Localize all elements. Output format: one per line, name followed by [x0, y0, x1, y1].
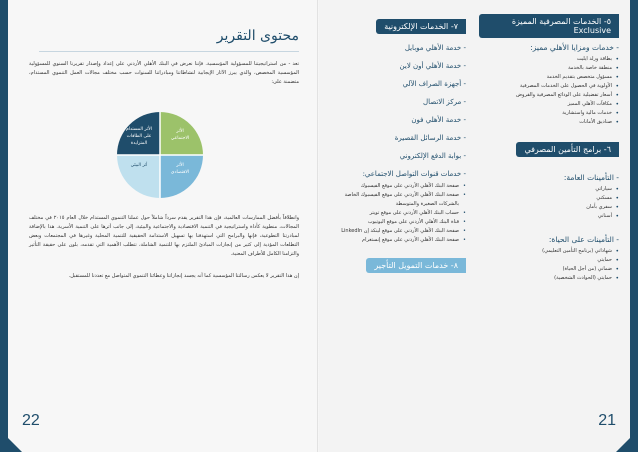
life-insurance-title: - التأمينات على الحياة: [548, 235, 619, 244]
page-title: محتوى التقرير [216, 28, 299, 44]
list-item: • صناديق الأمانات [479, 118, 619, 127]
list-item: • حمايتي (الحوادث الشخصية) [479, 274, 619, 283]
service-item: - خدمة الأهلي أون لاين [399, 62, 466, 70]
exclusive-banking-heading: ٥- الخدمات المصرفية المميزة Exclusive [479, 14, 619, 38]
electronic-services-heading: ٧- الخدمات الإلكترونية [376, 19, 466, 34]
closing-paragraph: إن هذا التقرير لا يعكس رسالتنا المؤسسية كما أنه يجسد إنجازاتنا وعطائنا التنموي المتواصل مع تعددنا للمستقبل. [68, 273, 299, 279]
list-item: • صفحة البنك الأهلي الأردني على موقع الفيسبوك [341, 182, 466, 191]
electronic-services-column [341, 14, 466, 273]
list-item: • حساب البنك الأهلي الأردني على موقع تويتر [341, 209, 466, 218]
exclusive-intro: - خدمات ومزايا الأهلي مميز: [530, 43, 619, 52]
page-number-right: 21 [598, 412, 616, 429]
list-item: • سياراتي [479, 185, 619, 194]
left-corner-accent [0, 430, 22, 452]
exclusive-benefits-list [479, 55, 619, 127]
list-item: • صفحة البنك الأهلي الأردني على موقع إنستغرام [341, 236, 466, 245]
quadrant-label-economic: الأثر الاقتصادي [170, 163, 190, 175]
life-insurance-list [479, 247, 619, 283]
list-item: • أسناني [479, 212, 619, 221]
list-item: • ضماني (من أجل الحياة) [479, 265, 619, 274]
quadrant-label-social: الأثر الاجتماعي [170, 129, 190, 141]
right-corner-accent [616, 430, 638, 452]
exclusive-banking-column [479, 14, 619, 283]
list-item: • صفحة البنك الأهلي الأردني على موقع الفيسبوك الخاصة بالشركات الصغيرة والمتوسطة [341, 191, 466, 209]
general-insurance-title: - التأمينات العامة: [563, 173, 619, 182]
right-edge-band [630, 0, 638, 452]
service-item: - بوابة الدفع الإلكتروني [399, 152, 466, 160]
list-item: • مسؤول متخصص بتقديم الخدمة [479, 73, 619, 82]
list-item: • شهاداتي (برنامج التأمين التعليمي) [479, 247, 619, 256]
list-item: • مكافآت الأهلي المميز [479, 100, 619, 109]
page-number-left: 22 [22, 412, 40, 429]
list-item: • سفري بأمان [479, 203, 619, 212]
body-paragraph: وانطلاقاً بأفضل الممارسات العالمية، فإن هذا التقرير يقدم سرداً شاملاً حول عملنا التنموي المستدام خلال العام ٢٠١٥ في مختلف المجالات، منطوية كأداة واستراتيجية في التنمية الاقتصادية والاجتماعية والبيئية، إلى جانب أثرها على التنمية الأسرية. هذا بالإضافة لمبادرتنا التطوعية، فإنها والبرامج التي استهدفنا بها تسهيل الاستدامة الحقيقية للتنمية المحلية وغيرها في المجتمعات وبعض التطلعات المؤدية إلى كثير من إنجازات المبادئ الملتزم بها للتنمية الشاملة، تتطلب الأهمية التي تقدمه، بلون على حقيقة التأثير والتزامنا الكامل للأطراف المعنية. [29, 215, 300, 257]
intro-paragraph: تعد - من استراتيجيتنا للمسؤولية المؤسسية. فإننا نعرض في البنك الأهلي الأردني على إعداد وإصدار تقريرنا السنوي للمسؤولية المؤسسية المخصص، والذي يبرز الآثار الإيجابية لنشاطاتنا ومبادراتنا للسنوات حسب مختلف مجالات العمل التنموي المستدام، متضمنة على: [29, 61, 299, 85]
right-page [319, 0, 638, 452]
list-item: • بطاقة ورلد ايليت [479, 55, 619, 64]
social-channels-list [341, 182, 466, 245]
service-item: - أجهزة الصراف الآلي [402, 80, 466, 88]
list-item: • خدمات مالية واستشارية [479, 109, 619, 118]
bancassurance-heading: ٦- برامج التأمين المصرفي [516, 142, 619, 157]
list-item: • قناة البنك الأهلي الأردني على موقع اليوتيوب [341, 218, 466, 227]
quadrant-label-environment: أثر البيئي [130, 163, 148, 168]
general-insurance-list [479, 185, 619, 221]
list-item: • أسعار تفضيلية على الودائع المصرفية والقروض [479, 91, 619, 100]
list-item: • حمايتي [479, 256, 619, 265]
list-item: • مسكني [479, 194, 619, 203]
left-edge-band [0, 0, 8, 452]
list-item: • الأولوية في الحصول على الخدمات المصرفية [479, 82, 619, 91]
social-channels-title: - خدمات قنوات التواصل الاجتماعي: [362, 170, 466, 178]
service-item: - خدمة الأهلي فون [411, 116, 466, 124]
list-item: • منطقة خاصة بالخدمة [479, 64, 619, 73]
title-divider [39, 51, 299, 52]
service-item: - مركز الاتصال [423, 98, 466, 106]
quadrant-label-sustainable: الأثر المستدام على الطاقات المتزايدة [126, 127, 152, 146]
impact-quadrant-diagram [112, 112, 208, 198]
service-item: - خدمة الأهلي موبايل [404, 44, 466, 52]
list-item: • صفحة البنك الأهلي الأردني على موقع لينكد إن LinkedIn [341, 227, 466, 236]
leasing-services-heading: ٨- خدمات التمويل التأجير [366, 258, 466, 273]
service-item: - خدمة الرسائل القصيرة [394, 134, 466, 142]
